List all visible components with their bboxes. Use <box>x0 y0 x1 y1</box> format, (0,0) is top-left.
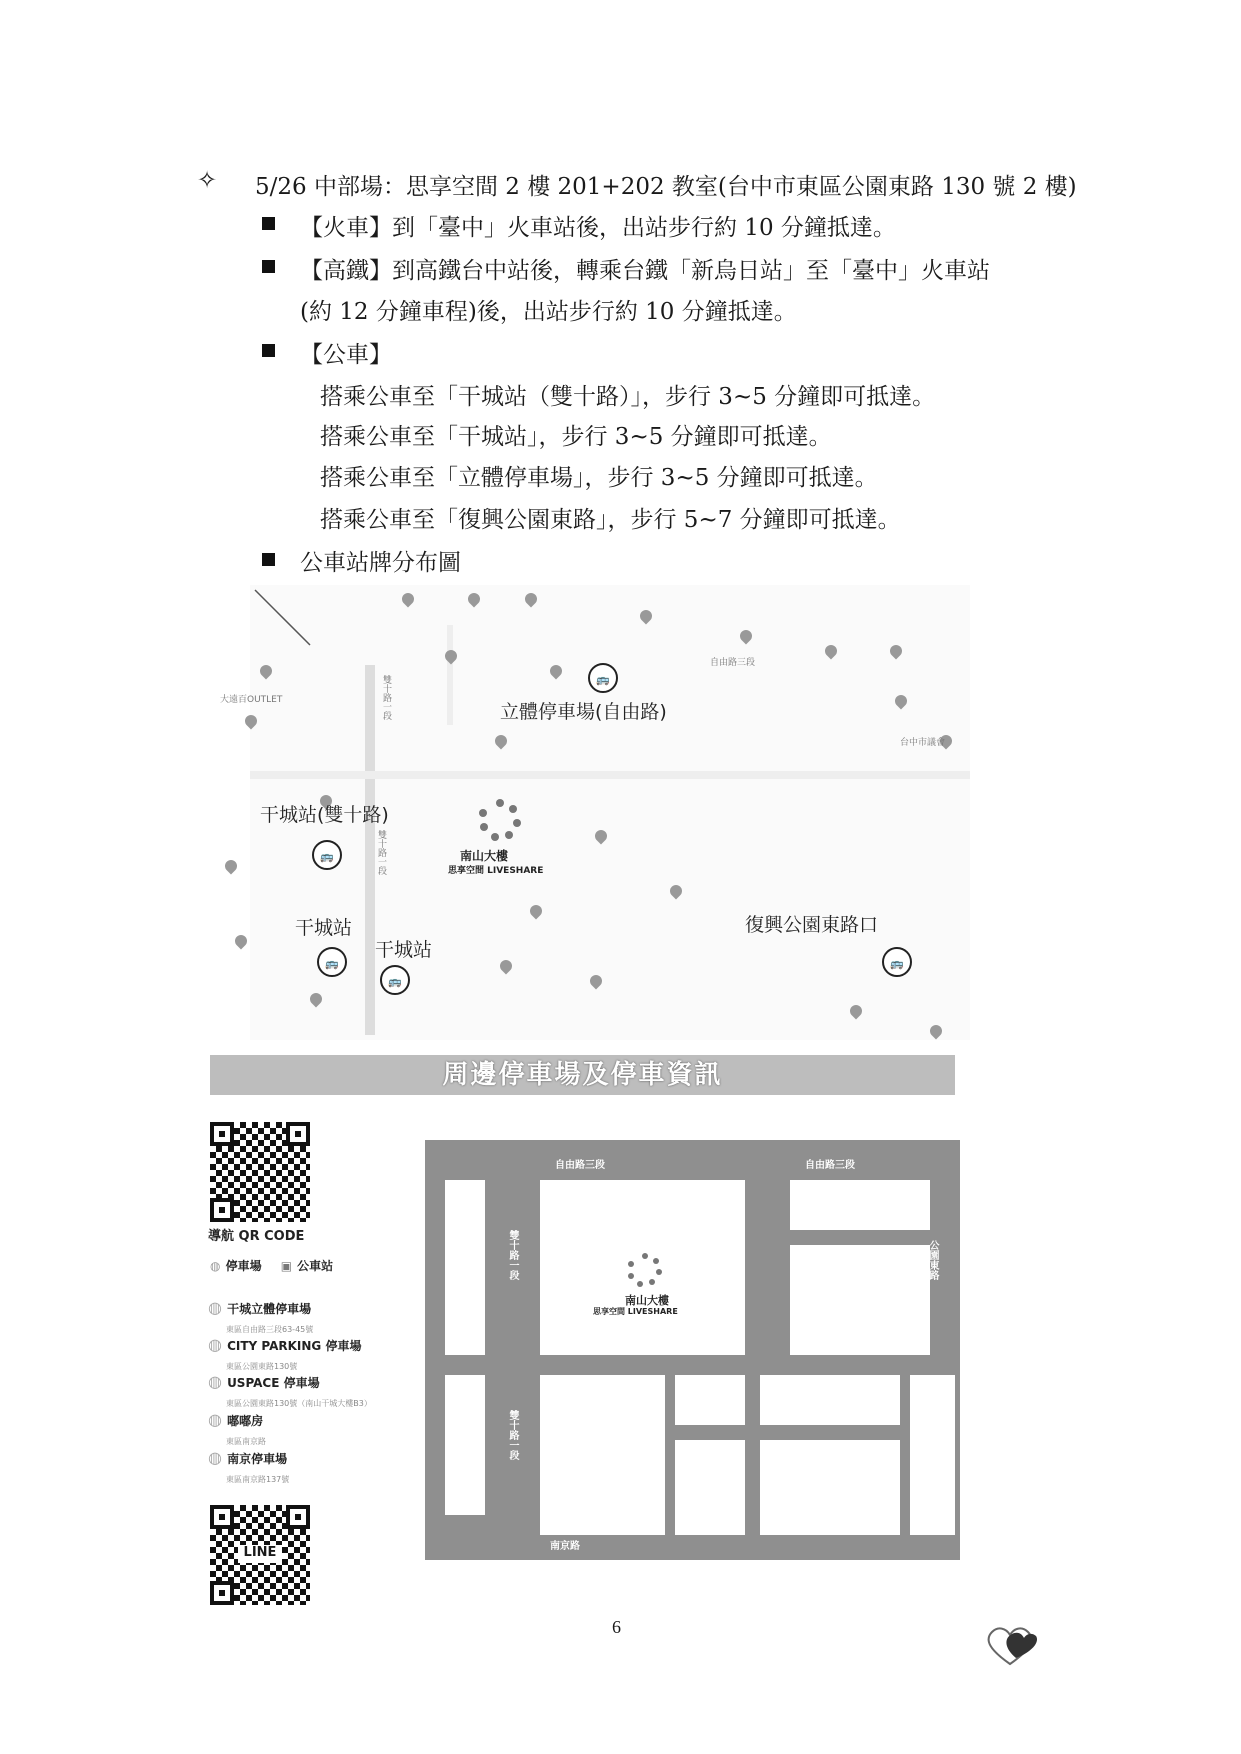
road-label: 自由路三段 <box>805 1160 855 1171</box>
parking-pin-icon: ◍ <box>208 1410 222 1429</box>
map-pin-icon <box>223 858 240 875</box>
bullet-square-icon <box>262 217 275 230</box>
parking-lot-item: ◍ CITY PARKING 停車場 東區公園東路130號 <box>208 1335 362 1371</box>
bus-stop-icon-2: 🚌 <box>312 840 342 870</box>
heading: 5/26 中部場：思享空間 2 樓 201+202 教室(台中市東區公園東路 130 號 2 樓) <box>255 174 1077 200</box>
street-map-center-sub: 思享空間 LIVESHARE <box>593 1307 678 1316</box>
line-label: LINE <box>238 1545 282 1563</box>
street-map-center-name: 南山大樓 <box>625 1294 669 1307</box>
street-map <box>425 1140 960 1560</box>
item-hsr-line1: 【高鐵】到高鐵台中站後，轉乘台鐵「新烏日站」至「臺中」火車站 <box>300 258 990 284</box>
bus-route-3: 搭乘公車至「立體停車場」，步行 3~5 分鐘即可抵達。 <box>320 465 878 491</box>
map-pin-icon <box>233 933 250 950</box>
bullet-square-icon <box>262 553 275 566</box>
road-label: 雙十路一段 <box>507 1230 518 1280</box>
map-road-label: 雙十路一段 <box>376 830 386 875</box>
item-bus: 【公車】 <box>300 342 392 368</box>
bus-stop-label-5: 復興公園東路口 <box>745 914 879 936</box>
legend <box>210 1255 333 1274</box>
road-label: 公園東路 <box>927 1240 938 1280</box>
parking-pin-icon: ◍ <box>208 1372 222 1391</box>
item-map-title: 公車站牌分布圖 <box>300 550 461 576</box>
parking-lot-item: ◍ 嘟嘟房 東區南京路 <box>208 1410 266 1446</box>
legend-bus: 公車站 <box>297 1259 334 1273</box>
parking-banner: 周邊停車場及停車資訊 <box>210 1055 955 1095</box>
road-label: 南京路 <box>550 1541 580 1552</box>
bus-stop-label-3: 干城站 <box>295 917 353 939</box>
map-center-name: 南山大樓 <box>460 849 509 863</box>
bus-stop-label-2: 干城站(雙十路) <box>260 804 389 826</box>
bullet-square-icon <box>262 344 275 357</box>
heading-bullet-icon: ✧ <box>197 166 218 194</box>
parking-pin-icon: ◍ <box>208 1335 222 1354</box>
legend-parking: 停車場 <box>225 1259 262 1273</box>
bus-stop-icon-3: 🚌 <box>317 947 347 977</box>
bus-stop-icon-4: 🚌 <box>380 965 410 995</box>
page-number: 6 <box>612 1617 621 1637</box>
road-label: 自由路三段 <box>555 1160 605 1171</box>
liveshare-logo-icon <box>475 795 525 845</box>
map-poi-label: 大遠百OUTLET <box>220 695 283 705</box>
nav-qr-code <box>210 1122 310 1222</box>
bus-route-1: 搭乘公車至「干城站（雙十路）」，步行 3~5 分鐘即可抵達。 <box>320 384 936 410</box>
qr-nav-label: 導航 QR CODE <box>208 1229 305 1244</box>
heart-logo-icon <box>980 1622 1040 1668</box>
map-road-label: 雙十路一段 <box>381 675 391 720</box>
parking-icon: ◍ <box>210 1259 221 1273</box>
bus-stop-label-4: 干城站 <box>375 939 433 961</box>
bus-stop-label-1: 立體停車場(自由路) <box>500 701 667 723</box>
map-poi-label: 台中市議會 <box>900 738 946 748</box>
bus-route-4: 搭乘公車至「復興公園東路」，步行 5~7 分鐘即可抵達。 <box>320 507 901 533</box>
map-road-label: 自由路三段 <box>710 658 756 668</box>
parking-pin-icon: ◍ <box>208 1448 222 1467</box>
parking-pin-icon: ◍ <box>208 1298 222 1317</box>
bus-stop-icon-1: 🚌 <box>588 663 618 693</box>
bus-route-2: 搭乘公車至「干城站」，步行 3~5 分鐘即可抵達。 <box>320 424 832 450</box>
bus-icon: ▣ <box>280 1259 293 1273</box>
item-train: 【火車】到「臺中」火車站後，出站步行約 10 分鐘抵達。 <box>300 215 896 241</box>
bus-stop-icon-5: 🚌 <box>882 947 912 977</box>
bullet-square-icon <box>262 260 275 273</box>
parking-lot-item: ◍ USPACE 停車場 東區公園東路130號（南山干城大樓B3） <box>208 1372 372 1408</box>
bus-stop-map <box>220 585 970 1040</box>
line-qr-code <box>210 1505 310 1605</box>
liveshare-logo-icon <box>625 1250 665 1290</box>
parking-lot-item: ◍ 南京停車場 東區南京路137號 <box>208 1448 290 1484</box>
parking-lot-item: ◍ 干城立體停車場 東區自由路三段63-45號 <box>208 1298 314 1334</box>
map-center-sub: 思享空間 LIVESHARE <box>448 866 544 876</box>
road-label: 雙十路一段 <box>507 1410 518 1460</box>
item-hsr-line2: (約 12 分鐘車程)後，出站步行約 10 分鐘抵達。 <box>300 299 797 325</box>
